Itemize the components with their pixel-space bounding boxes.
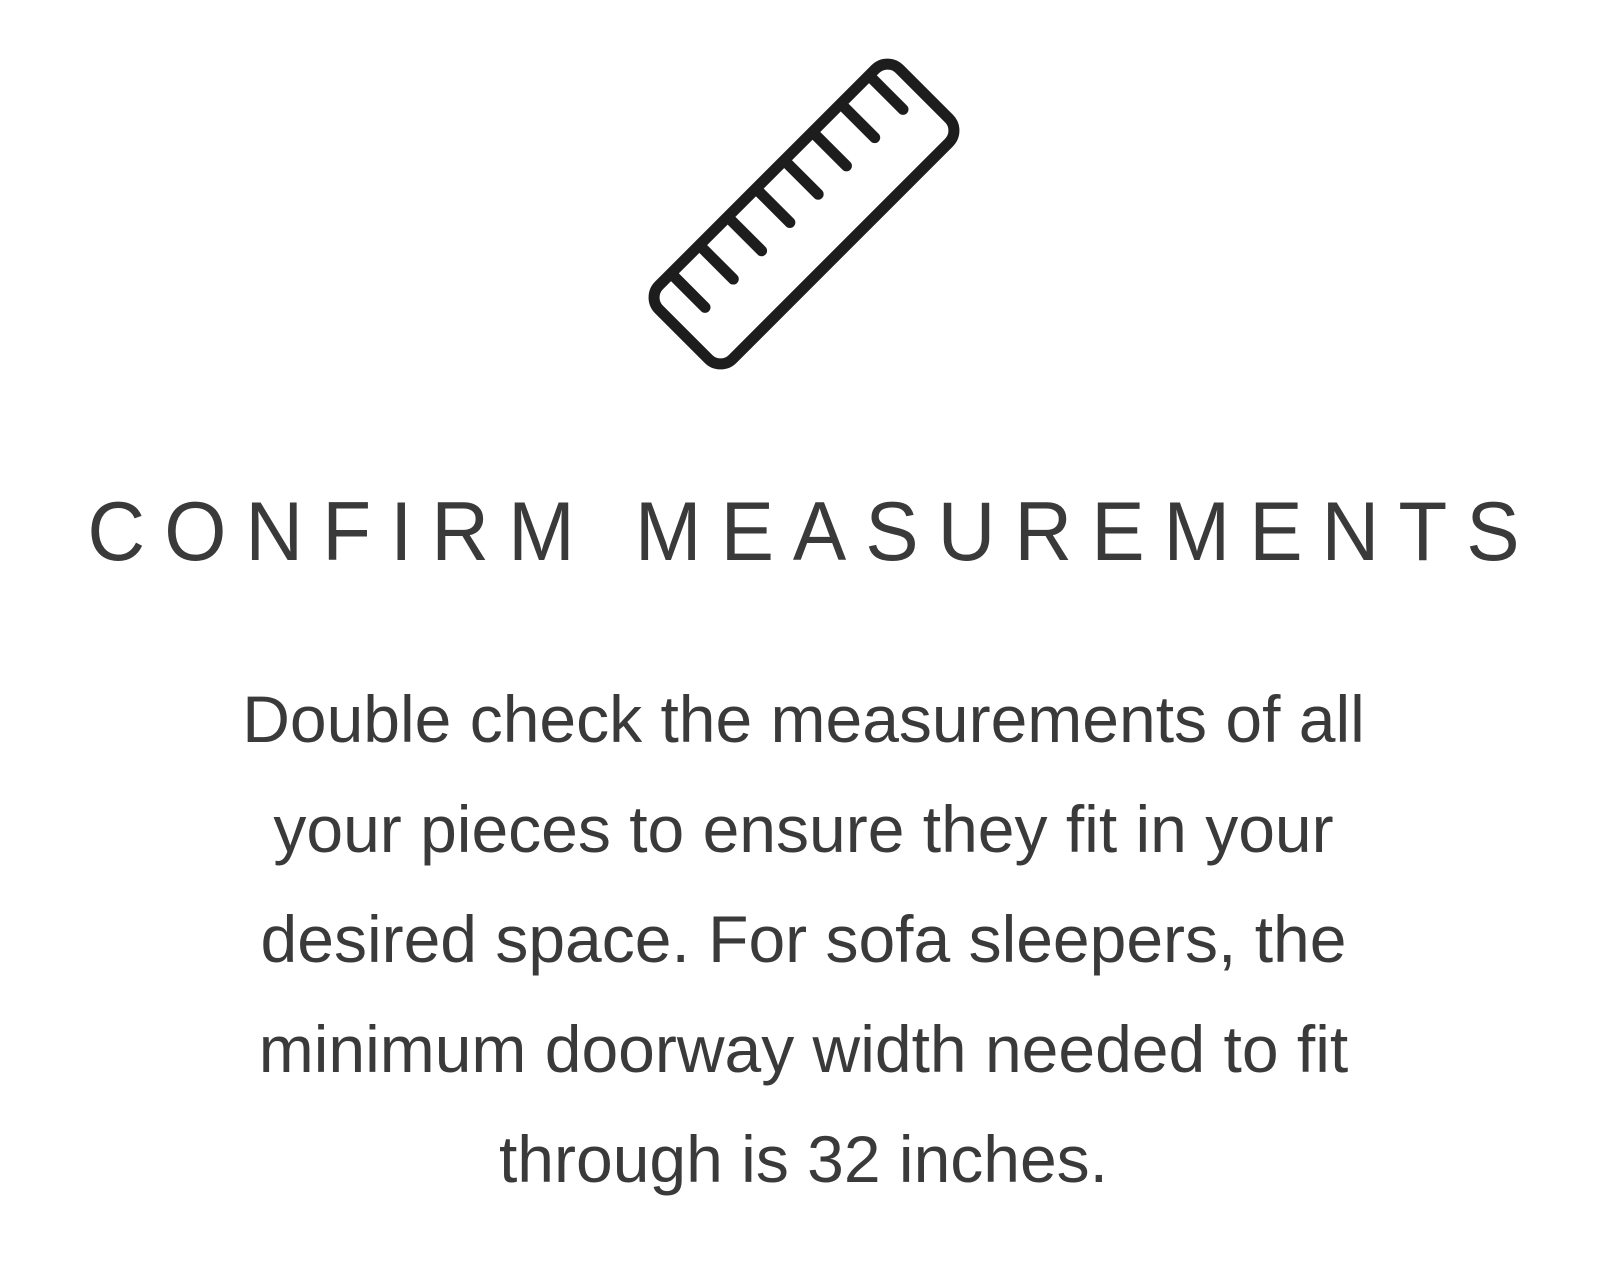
description-line: minimum doorway width needed to fit (258, 1012, 1349, 1086)
section-title: CONFIRM MEASUREMENTS (87, 485, 1539, 578)
description-line: through is 32 inches. (498, 1122, 1109, 1196)
description-line: your pieces to ensure they fit in your (273, 792, 1334, 866)
ruler-icon (637, 42, 971, 382)
description-line: desired space. For sofa sleepers, the (260, 902, 1347, 976)
description-line: Double check the measurements of all (242, 682, 1365, 756)
section-description (54, 664, 1554, 1214)
